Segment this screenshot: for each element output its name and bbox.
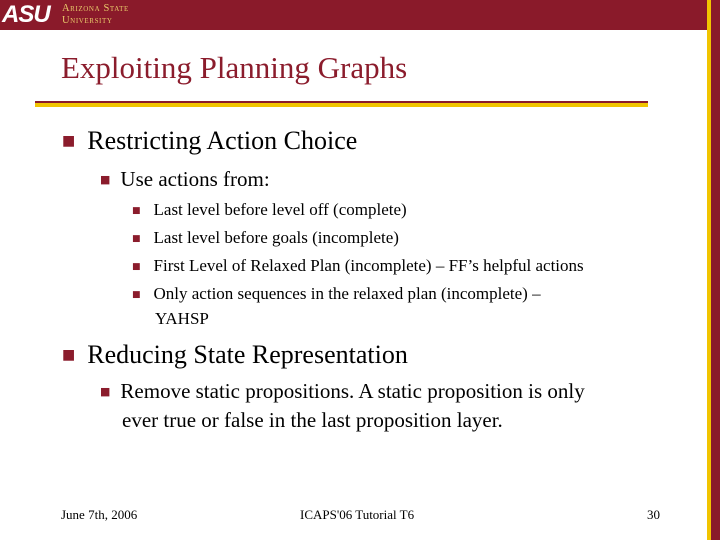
bullet-continuation: YAHSP [155,309,209,328]
square-bullet-icon: ■ [62,347,76,363]
bullet-text: Restricting Action Choice [87,126,358,155]
bullet-text: Remove static propositions. A static proposition is only [120,379,585,403]
title-underline [35,103,648,107]
page-number: 30 [647,507,660,522]
square-bullet-icon: ■ [132,290,141,300]
bullet-text: Only action sequences in the relaxed plan (incomplete) – [153,284,541,303]
bullet-text: Last level before level off (complete) [153,200,407,219]
bullet-level2 [100,167,270,192]
square-bullet-icon: ■ [132,206,141,216]
bullet-text: Reducing State Representation [87,340,408,369]
bullet-level1 [62,340,408,370]
bullet-level1 [62,126,357,156]
bullet-text: Use actions from: [120,167,270,191]
footer-date: June 7th, 2006 [61,507,138,522]
square-bullet-icon: ■ [100,173,111,186]
bullet-text: First Level of Relaxed Plan (incomplete) – FF’s helpful actions [153,256,584,275]
asu-logo-mark: ASU [2,1,50,28]
bullet-level2 [100,379,585,404]
footer-title: ICAPS'06 Tutorial T6 [300,507,415,522]
university-name-line1: Arizona State [62,3,129,14]
bullet-continuation: ever true or false in the last proposition layer. [122,408,503,432]
square-bullet-icon: ■ [100,385,111,398]
square-bullet-icon: ■ [62,133,76,149]
bullet-level3 [132,284,541,304]
university-name [62,3,129,27]
university-name-line2: University [62,15,113,26]
slide-title: Exploiting Planning Graphs [61,50,408,85]
square-bullet-icon: ■ [132,234,141,244]
bullet-level3 [132,200,407,220]
bullet-level3 [132,256,584,276]
square-bullet-icon: ■ [132,262,141,272]
right-edge-gold-stripe [707,0,711,540]
bullet-text: Last level before goals (incomplete) [153,228,399,247]
asu-logo [0,0,164,30]
bullet-level3 [132,228,399,248]
